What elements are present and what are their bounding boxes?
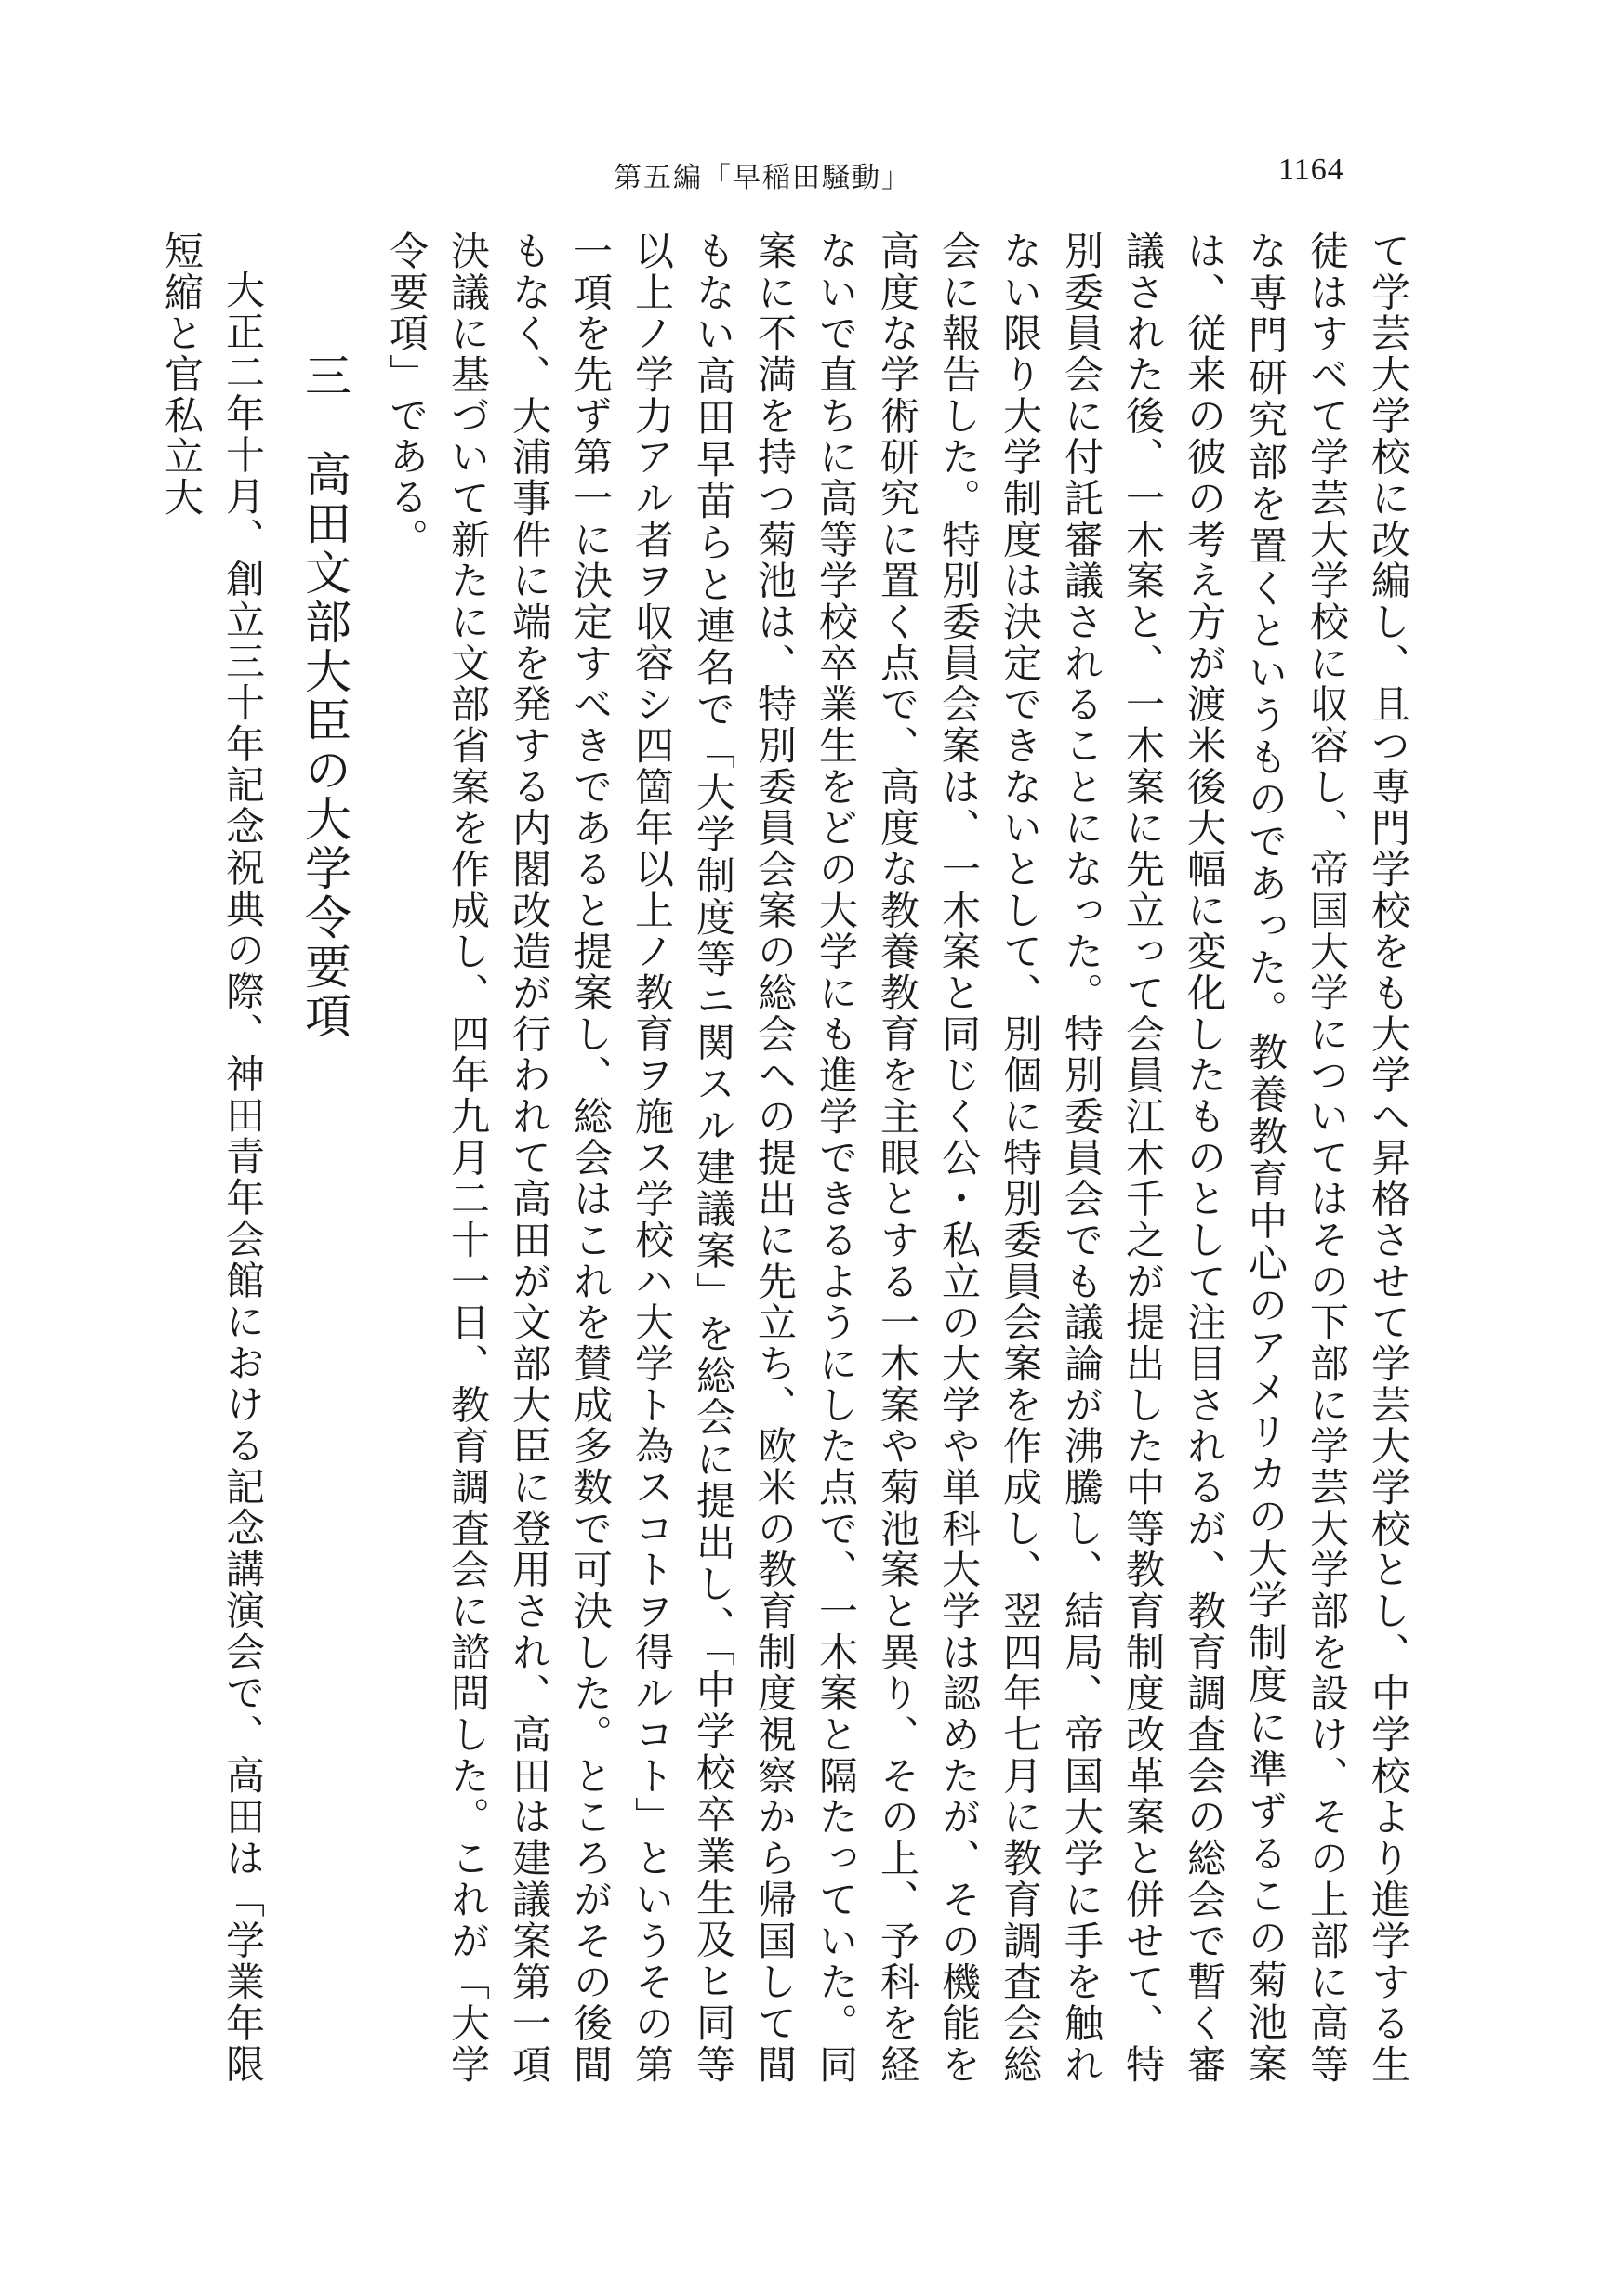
body-text	[159, 231, 1419, 2085]
running-title: 第五編「早稲田騒動」	[614, 162, 911, 194]
paragraph: 大正二年十月、創立三十年記念祝典の際、神田青年会館における記念講演会で、高田は「学業年限短縮と官私立大	[159, 231, 266, 2085]
paragraph: て学芸大学校に改編し、且つ専門学校をも大学へ昇格させて学芸大学校とし、中学校より進学する生徒はすべて学芸大学校に収容し、帝国大学についてはその下部に学芸大学部を設け、その上部に高等な専門研究部を置くというものであった。教養教育中心のアメリカの大学制度に準ずるこの菊池案は、従来の彼の考え方が渡米後大幅に変化したものとして注目されるが、教育調査会の総会で暫く審議された後、一木案と、一木案に先立って会員江木千之が提出した中等教育制度改革案と併せて、特別委員会に付託審議されることになった。特別委員会でも議論が沸騰し、結局、帝国大学に手を触れない限り大学制度は決定できないとして、別個に特別委員会案を作成し、翌四年七月に教育調査会総会に報告した。特別委員会案は、一木案と同じく公・私立の大学や単科大学は認めたが、その機能を高度な学術研究に置く点で、高度な教養教育を主眼とする一木案や菊池案と異り、その上、予科を経ないで直ちに高等学校卒業生をどの大学にも進学できるようにした点で、一木案と隔たっていた。同案に不満を持つ菊池は、特別委員会案の総会への提出に先立ち、欧米の教育制度視察から帰国して間もない高田早苗らと連名で「大学制度等ニ関スル建議案」を総会に提出し、「中学校卒業生及ヒ同等以上ノ学力アル者ヲ収容シ四箇年以上ノ教育ヲ施ス学校ハ大学ト為スコトヲ得ルコト」というその第一項を先ず第一に決定すべきであると提案し、総会はこれを賛成多数で可決した。ところがその後間もなく、大浦事件に端を発する内閣改造が行われて高田が文部大臣に登用され、高田は建議案第一項決議に基づいて新たに文部省案を作成し、四年九月二十一日、教育調査会に諮問した。これが「大学令要項」である。	[384, 231, 1411, 2085]
section-heading: 三 高田文部大臣の大学令要項	[298, 351, 351, 1041]
page-number: 1164	[1278, 152, 1344, 187]
